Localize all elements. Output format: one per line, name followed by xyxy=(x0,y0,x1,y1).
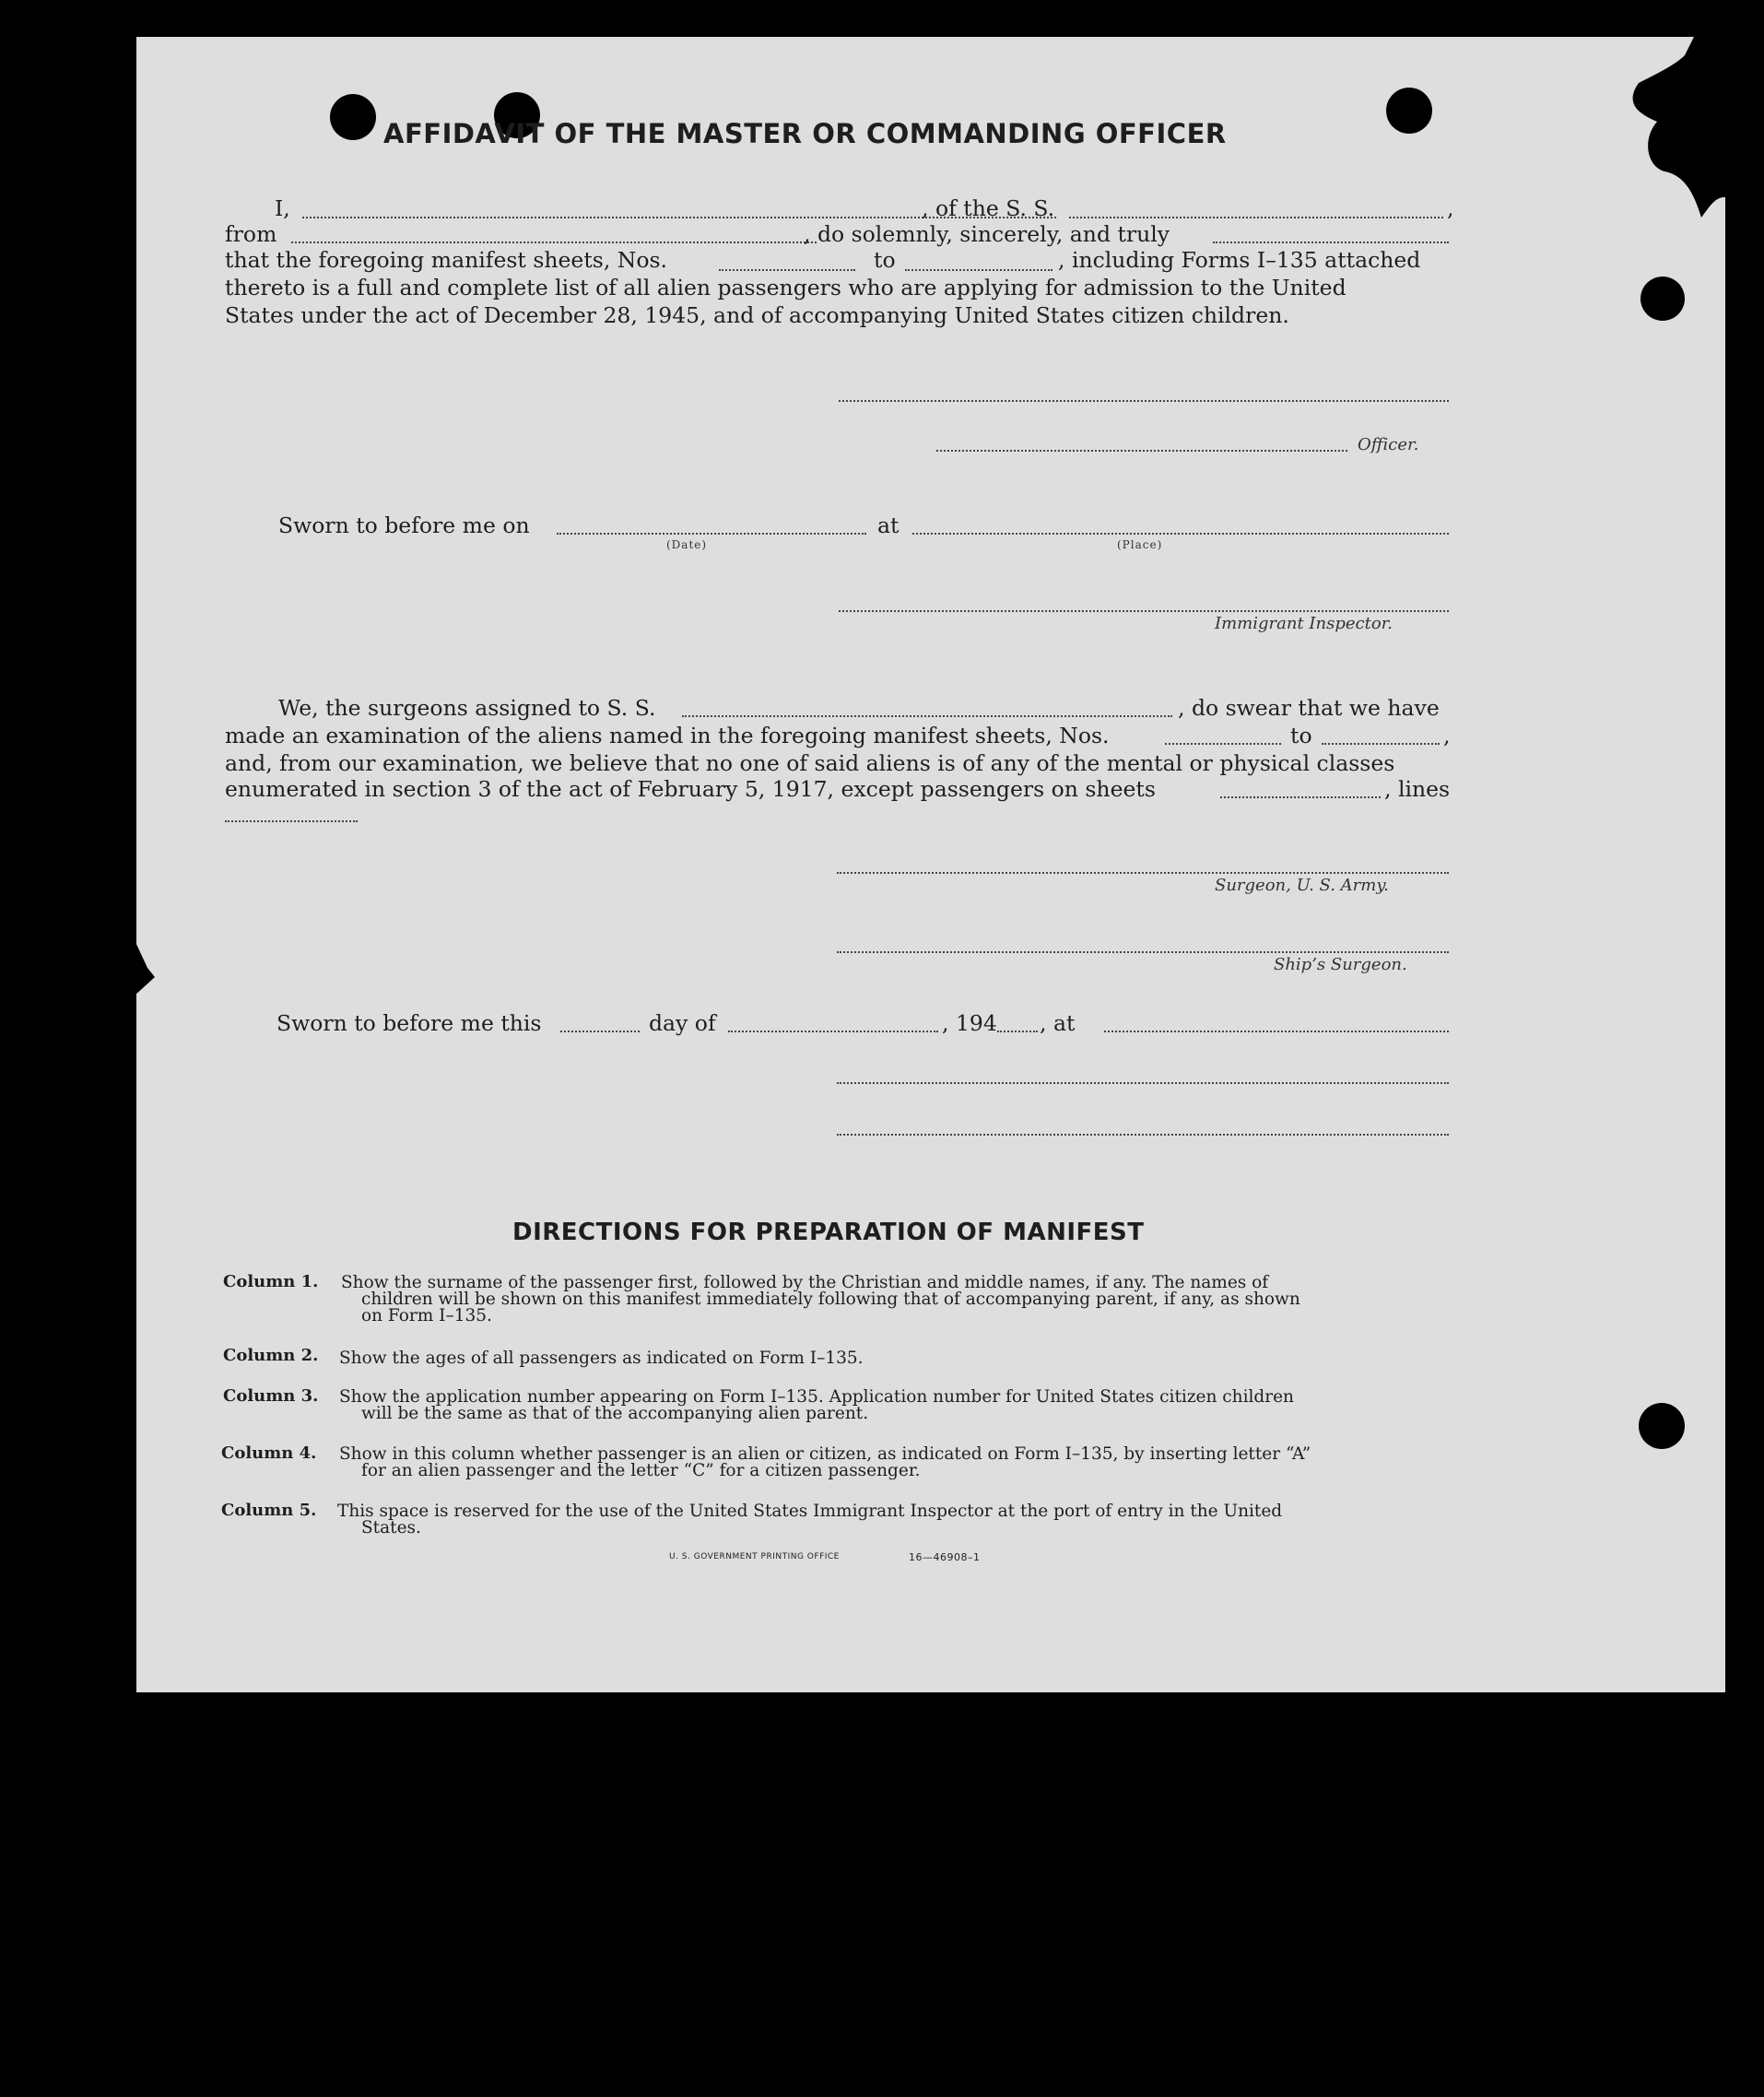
column-label: Column 1. xyxy=(223,1272,319,1291)
sworn-year-field[interactable] xyxy=(997,1031,1038,1032)
sworn-day-field[interactable] xyxy=(560,1031,640,1032)
affidavit-line-4: thereto is a full and complete list of all alien passengers who are applying for admission to the United xyxy=(225,275,1347,300)
printer-imprint: U. S. GOVERNMENT PRINTING OFFICE xyxy=(669,1552,840,1561)
sheets-to-field[interactable] xyxy=(905,269,1053,271)
lines-label: , lines xyxy=(1384,776,1451,802)
sheets-from-field[interactable] xyxy=(719,269,855,271)
affidavit-title: AFFIDAVIT OF THE MASTER OR COMMANDING OFFICER xyxy=(383,118,1227,149)
inspector-signature-line[interactable] xyxy=(839,610,1449,612)
date-caption: (Date) xyxy=(666,538,708,551)
officer-caption: Officer. xyxy=(1358,435,1419,454)
exam-sheets-to-label: to xyxy=(1290,723,1312,748)
manifest-sheets-text: that the foregoing manifest sheets, Nos. xyxy=(225,247,668,273)
sworn-month-field[interactable] xyxy=(728,1031,938,1032)
from-port-field[interactable] xyxy=(291,242,817,243)
from-label: from xyxy=(225,221,277,247)
punch-hole xyxy=(330,94,376,140)
direction-line: will be the same as that of the accompanying alien parent. xyxy=(361,1404,869,1423)
do-swear-text: , do swear that we have xyxy=(1178,695,1440,721)
sworn-signature-line-2[interactable] xyxy=(837,1134,1449,1136)
punch-hole xyxy=(1639,1403,1685,1449)
form-number: 16—46908–1 xyxy=(909,1551,981,1563)
direction-line: Show the surname of the passenger first, followed by the Christian and middle names, if any. The names of xyxy=(341,1273,1269,1292)
column-label: Column 5. xyxy=(221,1501,317,1520)
sworn-year-prefix: , 194 xyxy=(942,1010,997,1036)
surgeons-line-3: and, from our examination, we believe that no one of said aliens is of any of the mental or physical classes xyxy=(225,750,1395,776)
directions-title: DIRECTIONS FOR PREPARATION OF MANIFEST xyxy=(512,1219,1145,1246)
army-surgeon-signature-line[interactable] xyxy=(837,872,1449,874)
surgeons-line2-comma: , xyxy=(1443,723,1451,748)
sworn-at-label: at xyxy=(877,512,900,538)
surgeons-line-2: made an examination of the aliens named in the foregoing manifest sheets, Nos. xyxy=(225,723,1110,748)
place-caption: (Place) xyxy=(1117,538,1163,551)
except-sheets-field[interactable] xyxy=(1220,796,1381,798)
i-label: I, xyxy=(275,195,290,221)
swear-continuation-field[interactable] xyxy=(1213,242,1449,243)
army-surgeon-caption: Surgeon, U. S. Army. xyxy=(1215,876,1389,895)
line1-comma: , xyxy=(1447,195,1454,221)
column-label: Column 2. xyxy=(223,1346,319,1365)
ship-name-field[interactable] xyxy=(1069,217,1443,218)
sworn-this-label: Sworn to before me this xyxy=(276,1010,542,1036)
except-lines-field[interactable] xyxy=(225,820,358,822)
day-of-label: day of xyxy=(649,1010,716,1036)
exam-sheets-from-field[interactable] xyxy=(1165,743,1281,745)
direction-line: States. xyxy=(361,1518,421,1537)
direction-line: for an alien passenger and the letter “C” for a citizen passenger. xyxy=(361,1461,921,1480)
torn-edge-notch xyxy=(135,940,157,1023)
form-page xyxy=(136,37,1725,1692)
sworn-signature-line-1[interactable] xyxy=(837,1082,1449,1084)
punch-hole xyxy=(1386,88,1432,134)
sheets-to-label: to xyxy=(874,247,896,273)
direction-line: Show in this column whether passenger is an alien or citizen, as indicated on Form I–135, by inserting letter “A” xyxy=(339,1444,1311,1464)
sworn-date-field[interactable] xyxy=(557,533,866,535)
direction-line: on Form I–135. xyxy=(361,1306,492,1325)
officer-title-line[interactable] xyxy=(936,450,1347,452)
inspector-caption: Immigrant Inspector. xyxy=(1215,614,1394,633)
column-label: Column 4. xyxy=(221,1443,317,1463)
solemnly-swear-text: , do solemnly, sincerely, and truly xyxy=(804,221,1170,247)
punch-hole xyxy=(1641,277,1685,321)
exam-sheets-to-field[interactable] xyxy=(1322,743,1440,745)
surgeons-line-4: enumerated in section 3 of the act of February 5, 1917, except passengers on sheets xyxy=(225,776,1156,802)
column-label: Column 3. xyxy=(223,1386,319,1406)
including-forms-text: , including Forms I–135 attached xyxy=(1058,247,1421,273)
direction-line: Show the application number appearing on Form I–135. Application number for United States citizen children xyxy=(339,1387,1294,1407)
sworn-place-field-2[interactable] xyxy=(1104,1031,1449,1032)
direction-line: This space is reserved for the use of the United States Immigrant Inspector at the port of entry in the United xyxy=(337,1502,1283,1521)
officer-signature-line[interactable] xyxy=(839,400,1449,402)
surgeons-ship-field[interactable] xyxy=(682,715,1172,717)
torn-corner xyxy=(1546,37,1731,221)
surgeons-line-1: We, the surgeons assigned to S. S. xyxy=(278,695,656,721)
ships-surgeon-signature-line[interactable] xyxy=(837,951,1449,953)
direction-line: children will be shown on this manifest immediately following that of accompanying parent, if any, as shown xyxy=(361,1290,1300,1309)
direction-line: Show the ages of all passengers as indicated on Form I–135. xyxy=(339,1349,864,1368)
sworn-place-field[interactable] xyxy=(912,533,1449,535)
ships-surgeon-caption: Ship’s Surgeon. xyxy=(1274,955,1407,974)
sworn-before-me-on-label: Sworn to before me on xyxy=(278,512,530,538)
sworn-at-label-2: , at xyxy=(1040,1010,1076,1036)
affidavit-line-5: States under the act of December 28, 1945, and of accompanying United States citizen children. xyxy=(225,302,1289,328)
of-the-ss-label: , of the S. S. xyxy=(922,195,1055,221)
